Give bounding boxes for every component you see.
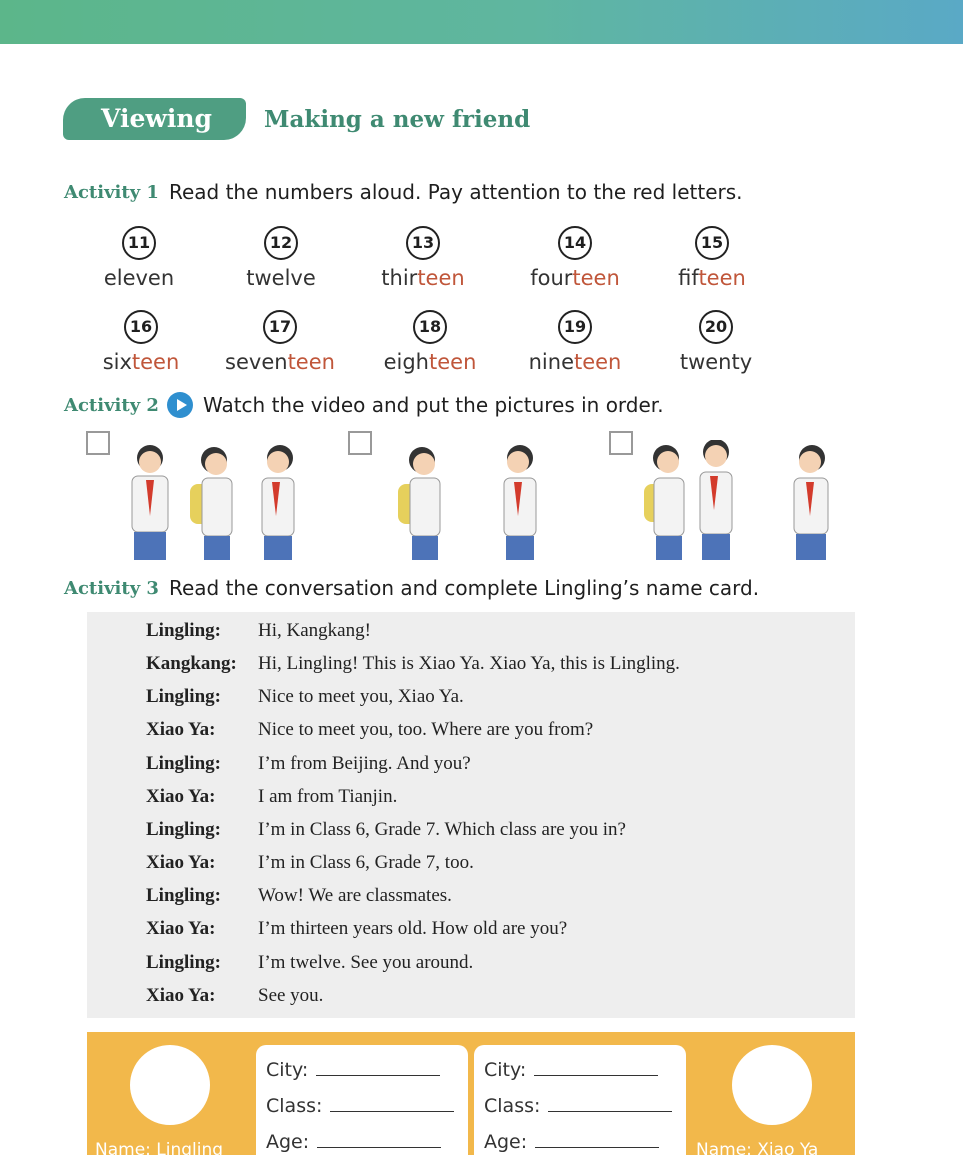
number-word: eleven	[103, 266, 175, 290]
age-field[interactable]	[266, 1131, 441, 1153]
number-word: thir	[381, 266, 418, 290]
number-badge: 16	[124, 310, 158, 344]
activity-3-instruction: Read the conversation and complete Lingling’s name card.	[168, 576, 760, 600]
speaker: Lingling:	[146, 686, 221, 707]
number-word: six	[102, 350, 132, 374]
activity-3-heading	[64, 576, 759, 600]
field-label: Class:	[266, 1095, 323, 1117]
student-figure	[794, 445, 828, 560]
number-badge: 18	[413, 310, 447, 344]
number-badge: 20	[699, 310, 733, 344]
speaker: Lingling:	[146, 620, 221, 641]
activity-2-heading	[64, 392, 664, 418]
utterance: Hi, Kangkang!	[258, 620, 371, 641]
number-word-red: teen	[131, 350, 180, 374]
number-word: twenty	[679, 350, 753, 374]
speaker: Xiao Ya:	[146, 985, 216, 1006]
number-word: twelve	[246, 266, 316, 290]
utterance: Wow! We are classmates.	[258, 885, 452, 906]
utterance: I am from Tianjin.	[258, 786, 398, 807]
number-word: nine	[528, 350, 574, 374]
number-word-red: teen	[572, 266, 620, 290]
speaker: Xiao Ya:	[146, 786, 216, 807]
utterance: Nice to meet you, too. Where are you from?	[258, 719, 594, 740]
student-figure	[398, 447, 440, 560]
student-figure	[504, 445, 536, 560]
speaker: Lingling:	[146, 753, 221, 774]
speaker: Lingling:	[146, 819, 221, 840]
student-figure	[700, 440, 732, 560]
activity-1-heading	[64, 180, 743, 204]
lingling-avatar	[130, 1045, 210, 1125]
lingling-name-label: Name: Lingling	[95, 1140, 224, 1160]
activity-1-instruction: Read the numbers aloud. Pay attention to the red letters.	[168, 180, 743, 204]
utterance: I’m in Class 6, Grade 7. Which class are you in?	[258, 819, 626, 840]
number-word: fif	[678, 266, 699, 290]
city-field[interactable]	[484, 1059, 658, 1081]
number-item	[646, 310, 786, 374]
dialog-line	[146, 653, 680, 675]
section-label: Viewing	[63, 98, 246, 140]
number-item	[210, 310, 350, 374]
dialog-line	[146, 985, 323, 1007]
dialog-line	[146, 952, 473, 974]
utterance: I’m from Beijing. And you?	[258, 753, 471, 774]
blank-line[interactable]	[317, 1147, 441, 1148]
number-badge: 15	[695, 226, 729, 260]
blank-line[interactable]	[534, 1075, 658, 1076]
student-figure	[644, 445, 684, 560]
number-item	[353, 226, 493, 290]
field-label: Age:	[266, 1131, 310, 1153]
blank-line[interactable]	[330, 1111, 454, 1112]
number-word-red: teen	[417, 266, 465, 290]
number-item	[642, 226, 782, 290]
dialog-line	[146, 620, 371, 642]
dialog-line	[146, 753, 471, 775]
section-title: Making a new friend	[264, 105, 531, 133]
dialog-line	[146, 885, 452, 907]
speaker: Xiao Ya:	[146, 719, 216, 740]
blank-line[interactable]	[316, 1075, 440, 1076]
activity-2-instruction: Watch the video and put the pictures in order.	[202, 393, 664, 417]
field-label: Age:	[484, 1131, 528, 1153]
number-word: eigh	[383, 350, 429, 374]
dialog-line	[146, 786, 397, 808]
play-video-icon[interactable]	[167, 392, 193, 418]
number-badge: 13	[406, 226, 440, 260]
xiaoya-card-fields	[474, 1045, 686, 1155]
speaker: Xiao Ya:	[146, 918, 216, 939]
speaker: Lingling:	[146, 885, 221, 906]
students-illustration	[110, 440, 850, 564]
number-badge: 12	[264, 226, 298, 260]
activity-3-tag: Activity 3	[64, 577, 159, 599]
number-word-red: teen	[287, 350, 335, 374]
number-badge: 19	[558, 310, 592, 344]
number-item	[505, 226, 645, 290]
number-word-red: teen	[573, 350, 622, 374]
age-field[interactable]	[484, 1131, 659, 1153]
number-item	[211, 226, 351, 290]
class-field[interactable]	[484, 1095, 672, 1117]
number-item	[505, 310, 645, 374]
dialog-line	[146, 686, 464, 708]
section-header	[63, 97, 530, 141]
dialog-line	[146, 819, 626, 841]
student-figure	[262, 445, 294, 560]
dialog-line	[146, 852, 474, 874]
city-field[interactable]	[266, 1059, 440, 1081]
xiaoya-name-label: Name: Xiao Ya	[696, 1140, 819, 1160]
number-word: four	[530, 266, 573, 290]
speaker: Lingling:	[146, 952, 221, 973]
utterance: I’m twelve. See you around.	[258, 952, 474, 973]
number-item	[71, 310, 211, 374]
dialog-line	[146, 719, 593, 741]
field-label: City:	[484, 1059, 527, 1081]
number-badge: 17	[263, 310, 297, 344]
blank-line[interactable]	[548, 1111, 672, 1112]
blank-line[interactable]	[535, 1147, 659, 1148]
dialog-line	[146, 918, 567, 940]
xiaoya-avatar	[732, 1045, 812, 1125]
utterance: See you.	[258, 985, 324, 1006]
student-figure	[132, 445, 168, 560]
activity-2-tag: Activity 2	[64, 394, 159, 416]
number-item	[69, 226, 209, 290]
activity-1-tag: Activity 1	[64, 181, 159, 203]
class-field[interactable]	[266, 1095, 454, 1117]
utterance: I’m thirteen years old. How old are you?	[258, 918, 568, 939]
student-figure	[190, 447, 232, 560]
number-word-red: teen	[429, 350, 477, 374]
number-item	[360, 310, 500, 374]
lingling-card-fields	[256, 1045, 468, 1155]
number-word: seven	[225, 350, 288, 374]
utterance: Hi, Lingling! This is Xiao Ya. Xiao Ya, this is Lingling.	[258, 653, 680, 674]
utterance: Nice to meet you, Xiao Ya.	[258, 686, 464, 707]
field-label: City:	[266, 1059, 309, 1081]
number-badge: 11	[122, 226, 156, 260]
order-checkbox-1[interactable]	[86, 431, 110, 455]
number-word-red: teen	[698, 266, 746, 290]
speaker: Xiao Ya:	[146, 852, 216, 873]
utterance: I’m in Class 6, Grade 7, too.	[258, 852, 474, 873]
top-banner	[0, 0, 963, 44]
speaker: Kangkang:	[146, 653, 237, 674]
number-badge: 14	[558, 226, 592, 260]
field-label: Class:	[484, 1095, 541, 1117]
